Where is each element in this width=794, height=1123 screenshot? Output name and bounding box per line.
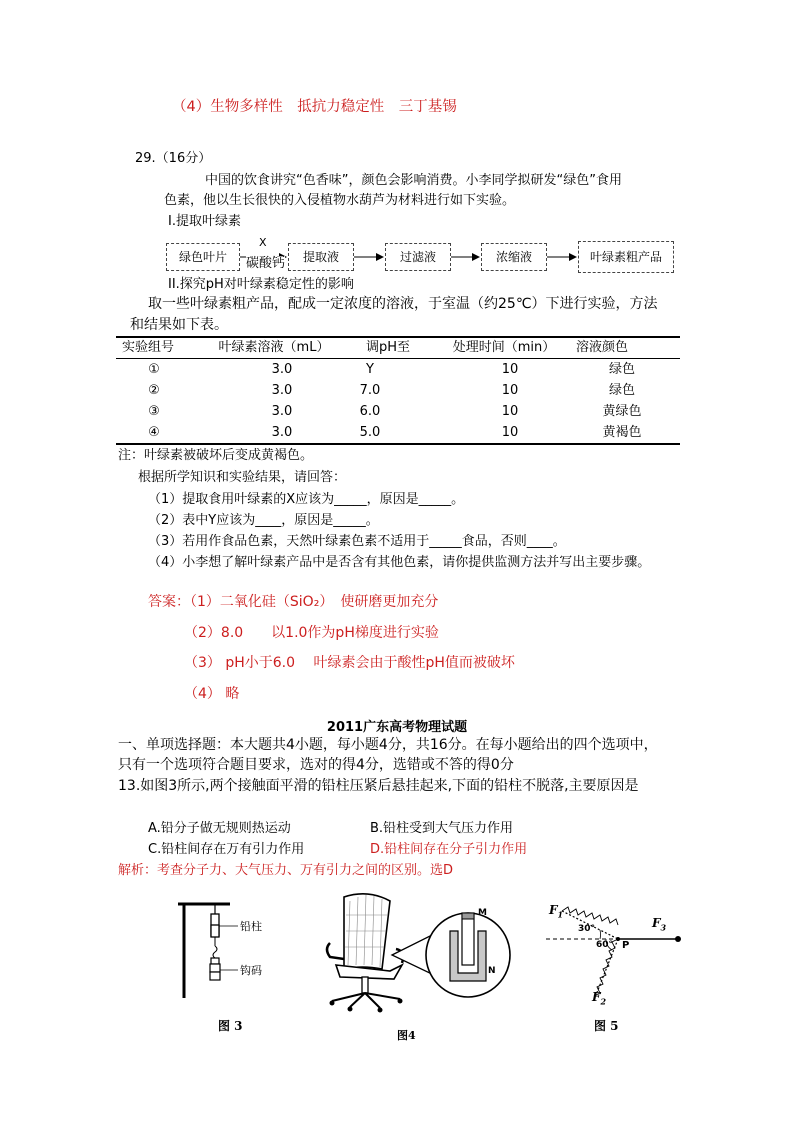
question-29-number: 29.（16分） — [135, 151, 212, 166]
sub-question-2: （2）表中Y应该为____，原因是_____。 — [148, 513, 379, 528]
question-13: 13.如图3所示,两个接触面平滑的铅柱压紧后悬挂起来,下面的铅柱不脱落,主要原因是 — [118, 778, 639, 794]
figure-3-label-lead-column: 铅柱 — [240, 920, 262, 933]
force-f2-label: $F_2$ — [592, 990, 607, 1007]
flow-box-leaf: 绿色叶片 — [166, 243, 240, 271]
force-f1-label: $F_1$ — [549, 903, 564, 920]
table-header: 叶绿素溶液（mL） — [218, 340, 330, 355]
table-cell: 3.0 — [271, 362, 293, 377]
table-cell: 3.0 — [271, 404, 293, 419]
arrow-label-x: X — [259, 236, 267, 249]
table-cell: Y — [366, 362, 374, 377]
analysis: 解析：考查分子力、大气压力、万有引力之间的区别。选D — [118, 863, 454, 878]
answer-1: 答案：（1）二氧化硅（SiO₂） 使研磨更加充分 — [148, 594, 439, 610]
angle-60-label: 60° — [596, 940, 614, 950]
physics-exam-title: 2011广东高考物理试题 — [326, 720, 468, 735]
answer-3: （3） pH小于6.0 叶绿素会由于酸性pH值而被破坏 — [184, 655, 515, 671]
table-note: 注：叶绿素被破坏后变成黄褐色。 — [118, 448, 314, 463]
flow-box-concentrate: 浓缩液 — [481, 243, 547, 271]
table-cell: 10 — [501, 362, 519, 377]
table-header-rule — [116, 358, 680, 359]
question-29-intro-line1: 中国的饮食讲究“色香味”，颜色会影响消费。小李同学拟研发“绿色”食用 — [205, 173, 622, 188]
sub-question-1: （1）提取食用叶绿素的X应该为_____，原因是_____。 — [148, 492, 465, 507]
figure-3-caption: 图 3 — [218, 1019, 243, 1033]
figure-4-caption: 图4 — [397, 1029, 416, 1042]
table-top-rule — [116, 336, 680, 338]
figure-4-drawing — [310, 885, 520, 1015]
figure-3-label-hook-weight: 钩码 — [240, 964, 262, 977]
option-b: B.铅柱受到大气压力作用 — [370, 821, 514, 836]
previous-answer: （4）生物多样性 抵抗力稳定性 三丁基锡 — [172, 99, 457, 115]
table-cell: ④ — [148, 425, 160, 440]
answer-4: （4） 略 — [184, 686, 240, 702]
answer-prompt: 根据所学知识和实验结果，请回答： — [138, 470, 347, 485]
angle-30-label: 30° — [578, 924, 596, 934]
table-cell: 3.0 — [271, 425, 293, 440]
table-header: 调pH至 — [365, 340, 411, 355]
answer-2: （2）8.0 以1.0作为pH梯度进行实验 — [184, 625, 439, 641]
point-p-label: P — [622, 940, 630, 951]
flow-arrows — [0, 0, 794, 300]
question-29-intro-line2: 色素，他以生长很快的入侵植物水葫芦为材料进行如下实验。 — [164, 193, 516, 208]
experiment-description-line2: 和结果如下表。 — [130, 317, 228, 333]
figure-3-drawing — [170, 890, 290, 1000]
table-cell: 绿色 — [608, 383, 635, 398]
figure-5-caption: 图 5 — [594, 1019, 619, 1033]
table-bottom-rule — [116, 443, 680, 445]
arrow-label-calcium-carbonate: 碳酸钙 — [246, 256, 286, 271]
sub-question-3: （3）若用作食品色素，天然叶绿素色素不适用于_____食品，否则____。 — [148, 534, 566, 549]
table-cell: 黄绿色 — [602, 404, 642, 419]
table-cell: ① — [148, 362, 160, 377]
table-cell: 7.0 — [359, 383, 381, 398]
table-cell: ③ — [148, 404, 160, 419]
option-d: D.铅柱间存在分子引力作用 — [370, 842, 528, 857]
table-cell: 10 — [501, 404, 519, 419]
table-header: 实验组号 — [121, 340, 174, 355]
flow-box-extract: 提取液 — [288, 243, 354, 271]
option-a: A.铅分子做无规则热运动 — [148, 821, 291, 836]
table-cell: 3.0 — [271, 383, 293, 398]
figure-4-label-m: M — [478, 908, 487, 918]
table-header: 溶液颜色 — [575, 340, 628, 355]
table-cell: ② — [148, 383, 160, 398]
flow-box-filtrate: 过滤液 — [385, 243, 451, 271]
table-header: 处理时间（min） — [452, 340, 556, 355]
step-2-heading: II.探究pH对叶绿素稳定性的影响 — [168, 277, 354, 292]
sub-question-4: （4）小李想了解叶绿素产品中是否含有其他色素，请你提供监测方法并写出主要步骤。 — [148, 555, 651, 570]
flow-box-product: 叶绿素粗产品 — [578, 241, 674, 273]
section-1-instructions-line1: 一、单项选择题：本大题共4小题，每小题4分，共16分。在每小题给出的四个选项中， — [118, 737, 658, 753]
table-cell: 6.0 — [359, 404, 381, 419]
force-f3-label: $F_3$ — [652, 916, 667, 933]
experiment-description-line1: 取一些叶绿素粗产品，配成一定浓度的溶液，于室温（约25℃）下进行实验，方法 — [148, 296, 658, 312]
table-cell: 10 — [501, 383, 519, 398]
table-cell: 10 — [501, 425, 519, 440]
step-1-heading: I.提取叶绿素 — [168, 214, 241, 229]
table-cell: 黄褐色 — [602, 425, 642, 440]
figure-4-label-n: N — [488, 966, 496, 976]
table-cell: 绿色 — [608, 362, 635, 377]
table-cell: 5.0 — [359, 425, 381, 440]
option-c: C.铅柱间存在万有引力作用 — [148, 842, 305, 857]
section-1-instructions-line2: 只有一个选项符合题目要求，选对的得4分，选错或不答的得0分 — [118, 757, 514, 773]
